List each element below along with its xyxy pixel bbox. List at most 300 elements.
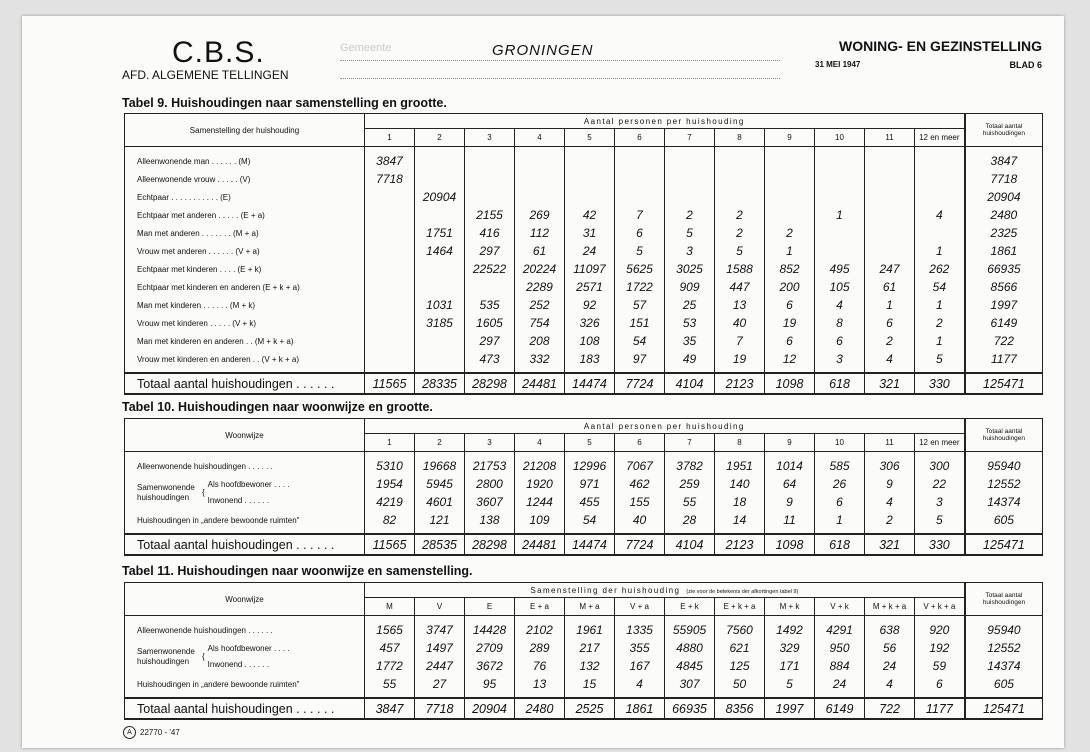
data-cell: 40 xyxy=(615,511,665,529)
data-cell: 14428 xyxy=(465,616,515,640)
form-number: 22770 - '47 xyxy=(140,728,180,737)
row-total: 20904 xyxy=(965,188,1043,206)
data-cell: 2155 xyxy=(465,206,515,224)
data-cell: 183 xyxy=(565,350,615,368)
column-header: 9 xyxy=(765,434,815,452)
data-cell xyxy=(865,147,915,171)
data-cell xyxy=(515,188,565,206)
data-cell xyxy=(915,224,965,242)
data-cell: 4 xyxy=(915,206,965,224)
data-cell xyxy=(865,242,915,260)
total-cell: 6149 xyxy=(815,698,865,719)
data-cell: 1920 xyxy=(515,475,565,493)
column-header: E + k + a xyxy=(715,598,765,616)
data-cell: 5 xyxy=(915,350,965,368)
table-row xyxy=(125,206,1043,224)
sheet-number: BLAD 6 xyxy=(1009,60,1042,70)
data-cell: 950 xyxy=(815,639,865,657)
data-cell: 12996 xyxy=(565,452,615,476)
data-cell xyxy=(665,188,715,206)
data-cell: 55 xyxy=(365,675,415,693)
row-label: Alleenwonende huishoudingen . . . . . . xyxy=(125,616,365,640)
department-label: AFD. ALGEMENE TELLINGEN xyxy=(122,68,289,82)
total-cell: 28298 xyxy=(465,373,515,394)
total-cell: 8356 xyxy=(715,698,765,719)
data-cell: 151 xyxy=(615,314,665,332)
data-cell: 495 xyxy=(815,260,865,278)
total-label: Totaal aantal huishoudingen . . . . . . xyxy=(125,373,365,394)
data-cell: 4291 xyxy=(815,616,865,640)
column-header: M xyxy=(365,598,415,616)
data-cell: 1565 xyxy=(365,616,415,640)
data-cell xyxy=(365,332,415,350)
data-cell: 55 xyxy=(665,493,715,511)
label-header: Woonwijze xyxy=(125,583,365,616)
data-cell: 9 xyxy=(765,493,815,511)
column-header: E xyxy=(465,598,515,616)
data-cell: 1031 xyxy=(415,296,465,314)
total-cell: 1098 xyxy=(765,534,815,555)
data-cell: 3185 xyxy=(415,314,465,332)
table10-title: Tabel 10. Huishoudingen naar woonwijze en grootte. xyxy=(122,400,433,414)
data-cell: 909 xyxy=(665,278,715,296)
data-cell xyxy=(465,147,515,171)
column-header: 7 xyxy=(665,434,715,452)
data-cell xyxy=(765,147,815,171)
data-cell: 6 xyxy=(915,675,965,693)
data-cell xyxy=(765,170,815,188)
data-cell: 3672 xyxy=(465,657,515,675)
data-cell: 5945 xyxy=(415,475,465,493)
data-cell: 585 xyxy=(815,452,865,476)
data-cell: 1464 xyxy=(415,242,465,260)
column-header: 3 xyxy=(465,434,515,452)
data-cell: 2 xyxy=(715,224,765,242)
data-cell: 61 xyxy=(865,278,915,296)
data-cell: 7 xyxy=(715,332,765,350)
column-header: V + k + a xyxy=(915,598,965,616)
data-cell: 2 xyxy=(765,224,815,242)
data-cell: 535 xyxy=(465,296,515,314)
data-cell: 1014 xyxy=(765,452,815,476)
table11-title: Tabel 11. Huishoudingen naar woonwijze en samenstelling. xyxy=(122,564,473,578)
total-header: Totaal aantal huishoudingen xyxy=(965,583,1043,616)
data-cell: 3025 xyxy=(665,260,715,278)
data-cell: 3747 xyxy=(415,616,465,640)
form-title: WONING- EN GEZINSTELLING xyxy=(839,38,1042,54)
column-header: 11 xyxy=(865,129,915,147)
data-cell xyxy=(815,147,865,171)
data-cell: 5 xyxy=(615,242,665,260)
data-cell: 125 xyxy=(715,657,765,675)
row-total: 7718 xyxy=(965,170,1043,188)
row-label: Echtpaar met kinderen . . . . (E + k) xyxy=(125,260,365,278)
row-label: Alleenwonende huishoudingen . . . . . . xyxy=(125,452,365,476)
sublabel-inwonend: Inwonend . . . . . . xyxy=(207,660,270,669)
data-cell: 1 xyxy=(865,296,915,314)
row-total: 14374 xyxy=(965,657,1043,675)
data-cell: 92 xyxy=(565,296,615,314)
column-header: 10 xyxy=(815,434,865,452)
row-label xyxy=(125,639,365,675)
data-cell: 121 xyxy=(415,511,465,529)
sublabel-hoofdbewoner: Als hoofdbewoner . . . . xyxy=(207,480,290,489)
data-cell xyxy=(415,206,465,224)
row-total: 12552 xyxy=(965,639,1043,657)
row-total: 8566 xyxy=(965,278,1043,296)
row-total: 14374 xyxy=(965,493,1043,511)
row-total: 605 xyxy=(965,675,1043,693)
table-row xyxy=(125,260,1043,278)
data-cell: 4 xyxy=(615,675,665,693)
data-cell xyxy=(365,188,415,206)
blank-line xyxy=(340,78,780,79)
data-cell: 1 xyxy=(915,296,965,314)
data-cell: 416 xyxy=(465,224,515,242)
group-header: Samenstelling der huishouding (zie voor de betekenis der afkortingen tabel 9) xyxy=(365,583,965,598)
data-cell: 7 xyxy=(615,206,665,224)
total-cell: 14474 xyxy=(565,534,615,555)
column-header: 12 en meer xyxy=(915,129,965,147)
data-cell: 4 xyxy=(865,675,915,693)
data-cell: 2571 xyxy=(565,278,615,296)
total-cell: 330 xyxy=(915,534,965,555)
group-header: Aantal personen per huishouding xyxy=(365,419,965,434)
table-row xyxy=(125,675,1043,693)
data-cell: 140 xyxy=(715,475,765,493)
data-cell xyxy=(365,206,415,224)
municipality-name: GRONINGEN xyxy=(492,42,594,59)
total-cell: 1861 xyxy=(615,698,665,719)
column-header: 5 xyxy=(565,434,615,452)
totals-row xyxy=(125,698,1043,719)
data-cell: 54 xyxy=(915,278,965,296)
table10 xyxy=(124,418,1043,556)
group-header: Aantal personen per huishouding xyxy=(365,114,965,129)
total-cell: 24481 xyxy=(515,534,565,555)
total-cell: 321 xyxy=(865,373,915,394)
data-cell: 1588 xyxy=(715,260,765,278)
data-cell: 26 xyxy=(815,475,865,493)
data-cell: 59 xyxy=(915,657,965,675)
data-cell: 1 xyxy=(915,332,965,350)
total-cell: 4104 xyxy=(665,373,715,394)
total-cell: 20904 xyxy=(465,698,515,719)
data-cell: 13 xyxy=(715,296,765,314)
row-label xyxy=(125,475,365,511)
grand-total: 125471 xyxy=(965,698,1043,719)
totals-row xyxy=(125,373,1043,394)
data-cell: 6 xyxy=(815,493,865,511)
data-cell xyxy=(465,188,515,206)
data-cell: 105 xyxy=(815,278,865,296)
sublabels xyxy=(208,480,290,506)
row-label: Man met kinderen . . . . . . (M + k) xyxy=(125,296,365,314)
header-row xyxy=(125,114,1043,129)
data-cell: 49 xyxy=(665,350,715,368)
data-cell xyxy=(615,188,665,206)
column-header: 3 xyxy=(465,129,515,147)
data-cell: 1772 xyxy=(365,657,415,675)
table-row xyxy=(125,242,1043,260)
total-cell: 4104 xyxy=(665,534,715,555)
form-stamp xyxy=(123,726,180,739)
data-cell xyxy=(565,170,615,188)
total-cell: 2480 xyxy=(515,698,565,719)
table-row xyxy=(125,278,1043,296)
total-cell: 2525 xyxy=(565,698,615,719)
data-cell: 4 xyxy=(865,493,915,511)
grand-total: 125471 xyxy=(965,373,1043,394)
data-cell: 355 xyxy=(615,639,665,657)
row-label: Echtpaar met anderen . . . . . (E + a) xyxy=(125,206,365,224)
data-cell: 1605 xyxy=(465,314,515,332)
data-cell: 6 xyxy=(765,296,815,314)
data-cell xyxy=(615,147,665,171)
column-header: 6 xyxy=(615,129,665,147)
data-cell: 621 xyxy=(715,639,765,657)
form-sheet xyxy=(22,16,1064,748)
data-cell: 2102 xyxy=(515,616,565,640)
data-cell xyxy=(865,224,915,242)
total-cell: 722 xyxy=(865,698,915,719)
total-cell: 14474 xyxy=(565,373,615,394)
data-cell: 6 xyxy=(615,224,665,242)
data-cell: 13 xyxy=(515,675,565,693)
data-cell: 54 xyxy=(615,332,665,350)
table-row xyxy=(125,224,1043,242)
brace-icon: { xyxy=(202,652,205,661)
table-row xyxy=(125,188,1043,206)
data-cell: 22 xyxy=(915,475,965,493)
data-cell: 2 xyxy=(715,206,765,224)
data-cell: 457 xyxy=(365,639,415,657)
row-total: 1861 xyxy=(965,242,1043,260)
data-cell: 455 xyxy=(565,493,615,511)
data-cell: 95 xyxy=(465,675,515,693)
data-cell: 200 xyxy=(765,278,815,296)
data-cell: 1 xyxy=(815,206,865,224)
data-cell xyxy=(415,260,465,278)
total-cell: 7724 xyxy=(615,373,665,394)
table-row xyxy=(125,639,1043,657)
total-label: Totaal aantal huishoudingen . . . . . . xyxy=(125,698,365,719)
data-cell xyxy=(415,332,465,350)
data-cell: 19668 xyxy=(415,452,465,476)
row-label: Echtpaar met kinderen en anderen (E + k + a) xyxy=(125,278,365,296)
column-header: 4 xyxy=(515,434,565,452)
data-cell: 61 xyxy=(515,242,565,260)
data-cell xyxy=(915,147,965,171)
data-cell xyxy=(665,170,715,188)
data-cell: 5310 xyxy=(365,452,415,476)
data-cell: 4880 xyxy=(665,639,715,657)
column-header: 1 xyxy=(365,434,415,452)
row-total: 2325 xyxy=(965,224,1043,242)
row-total: 12552 xyxy=(965,475,1043,493)
column-header: 6 xyxy=(615,434,665,452)
column-header: 5 xyxy=(565,129,615,147)
data-cell: 3782 xyxy=(665,452,715,476)
data-cell: 329 xyxy=(765,639,815,657)
data-cell: 1 xyxy=(765,242,815,260)
data-cell: 42 xyxy=(565,206,615,224)
group-label: Samenwonende huishoudingen xyxy=(137,483,195,502)
column-header: 1 xyxy=(365,129,415,147)
data-cell xyxy=(365,260,415,278)
label-header: Samenstelling der huishouding xyxy=(125,114,365,147)
label-header: Woonwijze xyxy=(125,419,365,452)
data-cell: 2 xyxy=(665,206,715,224)
data-cell: 5 xyxy=(715,242,765,260)
data-cell xyxy=(515,170,565,188)
table-row xyxy=(125,511,1043,529)
data-cell: 24 xyxy=(565,242,615,260)
total-cell: 618 xyxy=(815,373,865,394)
data-cell: 18 xyxy=(715,493,765,511)
data-cell: 2 xyxy=(865,332,915,350)
data-cell xyxy=(865,188,915,206)
row-label: Vrouw met kinderen . . . . . (V + k) xyxy=(125,314,365,332)
table11 xyxy=(124,582,1043,720)
data-cell: 307 xyxy=(665,675,715,693)
row-total: 605 xyxy=(965,511,1043,529)
data-cell: 108 xyxy=(565,332,615,350)
data-cell xyxy=(365,242,415,260)
data-cell xyxy=(365,224,415,242)
data-cell: 252 xyxy=(515,296,565,314)
data-cell: 14 xyxy=(715,511,765,529)
total-cell: 28535 xyxy=(415,534,465,555)
row-label: Vrouw met kinderen en anderen . . (V + k + a) xyxy=(125,350,365,368)
data-cell xyxy=(565,188,615,206)
data-cell xyxy=(465,278,515,296)
column-header: V xyxy=(415,598,465,616)
data-cell: 1335 xyxy=(615,616,665,640)
data-cell: 1954 xyxy=(365,475,415,493)
row-total: 1997 xyxy=(965,296,1043,314)
row-label: Huishoudingen in „andere bewoonde ruimten" xyxy=(125,511,365,529)
column-header: 9 xyxy=(765,129,815,147)
data-cell: 3 xyxy=(915,493,965,511)
data-cell: 1497 xyxy=(415,639,465,657)
data-cell: 2 xyxy=(915,314,965,332)
sublabels xyxy=(208,644,290,670)
data-cell: 2447 xyxy=(415,657,465,675)
table9-title: Tabel 9. Huishoudingen naar samenstelling en grootte. xyxy=(122,96,447,110)
data-cell: 326 xyxy=(565,314,615,332)
total-cell: 1098 xyxy=(765,373,815,394)
data-cell xyxy=(715,147,765,171)
data-cell: 289 xyxy=(515,639,565,657)
data-cell: 64 xyxy=(765,475,815,493)
data-cell: 473 xyxy=(465,350,515,368)
table-row xyxy=(125,616,1043,640)
data-cell: 1 xyxy=(915,242,965,260)
data-cell: 300 xyxy=(915,452,965,476)
table-row xyxy=(125,147,1043,171)
data-cell xyxy=(665,147,715,171)
data-cell: 4 xyxy=(815,296,865,314)
column-header: V + k xyxy=(815,598,865,616)
column-header: M + k + a xyxy=(865,598,915,616)
data-cell: 208 xyxy=(515,332,565,350)
total-cell: 618 xyxy=(815,534,865,555)
data-cell: 19 xyxy=(715,350,765,368)
row-label: Alleenwonende man . . . . . . (M) xyxy=(125,147,365,171)
data-cell: 19 xyxy=(765,314,815,332)
data-cell xyxy=(815,224,865,242)
data-cell xyxy=(415,278,465,296)
column-header: V + a xyxy=(615,598,665,616)
row-label: Man met anderen . . . . . . . (M + a) xyxy=(125,224,365,242)
data-cell: 332 xyxy=(515,350,565,368)
data-cell: 53 xyxy=(665,314,715,332)
table9 xyxy=(124,113,1043,395)
data-cell: 638 xyxy=(865,616,915,640)
data-cell: 1722 xyxy=(615,278,665,296)
row-label: Alleenwonende vrouw . . . . . (V) xyxy=(125,170,365,188)
data-cell: 31 xyxy=(565,224,615,242)
data-cell: 3 xyxy=(815,350,865,368)
data-cell: 15 xyxy=(565,675,615,693)
data-cell: 4845 xyxy=(665,657,715,675)
data-cell xyxy=(715,188,765,206)
data-cell: 35 xyxy=(665,332,715,350)
data-cell: 50 xyxy=(715,675,765,693)
total-cell: 7724 xyxy=(615,534,665,555)
data-cell: 22522 xyxy=(465,260,515,278)
header-row xyxy=(125,583,1043,598)
data-cell: 167 xyxy=(615,657,665,675)
data-cell: 920 xyxy=(915,616,965,640)
data-cell: 269 xyxy=(515,206,565,224)
total-header: Totaal aantal huishoudingen xyxy=(965,419,1043,452)
data-cell: 2 xyxy=(865,511,915,529)
data-cell xyxy=(765,206,815,224)
group-note: (zie voor de betekenis der afkortingen tabel 9) xyxy=(686,588,799,595)
data-cell: 1 xyxy=(815,511,865,529)
data-cell xyxy=(765,188,815,206)
column-header: M + k xyxy=(765,598,815,616)
column-header: 7 xyxy=(665,129,715,147)
column-header: E + k xyxy=(665,598,715,616)
data-cell: 2709 xyxy=(465,639,515,657)
data-cell xyxy=(865,170,915,188)
data-cell: 884 xyxy=(815,657,865,675)
data-cell: 1951 xyxy=(715,452,765,476)
data-cell: 3607 xyxy=(465,493,515,511)
data-cell: 4601 xyxy=(415,493,465,511)
data-cell xyxy=(365,296,415,314)
data-cell: 97 xyxy=(615,350,665,368)
data-cell: 82 xyxy=(365,511,415,529)
total-cell: 28335 xyxy=(415,373,465,394)
data-cell: 5625 xyxy=(615,260,665,278)
row-total: 1177 xyxy=(965,350,1043,368)
data-cell xyxy=(365,278,415,296)
totals-row xyxy=(125,534,1043,555)
column-header: 4 xyxy=(515,129,565,147)
data-cell: 25 xyxy=(665,296,715,314)
column-header: E + a xyxy=(515,598,565,616)
data-cell xyxy=(615,170,665,188)
data-cell: 971 xyxy=(565,475,615,493)
census-date: 31 MEI 1947 xyxy=(815,60,861,69)
column-header: 2 xyxy=(415,434,465,452)
data-cell xyxy=(465,170,515,188)
gemeente-label: Gemeente xyxy=(340,42,392,54)
